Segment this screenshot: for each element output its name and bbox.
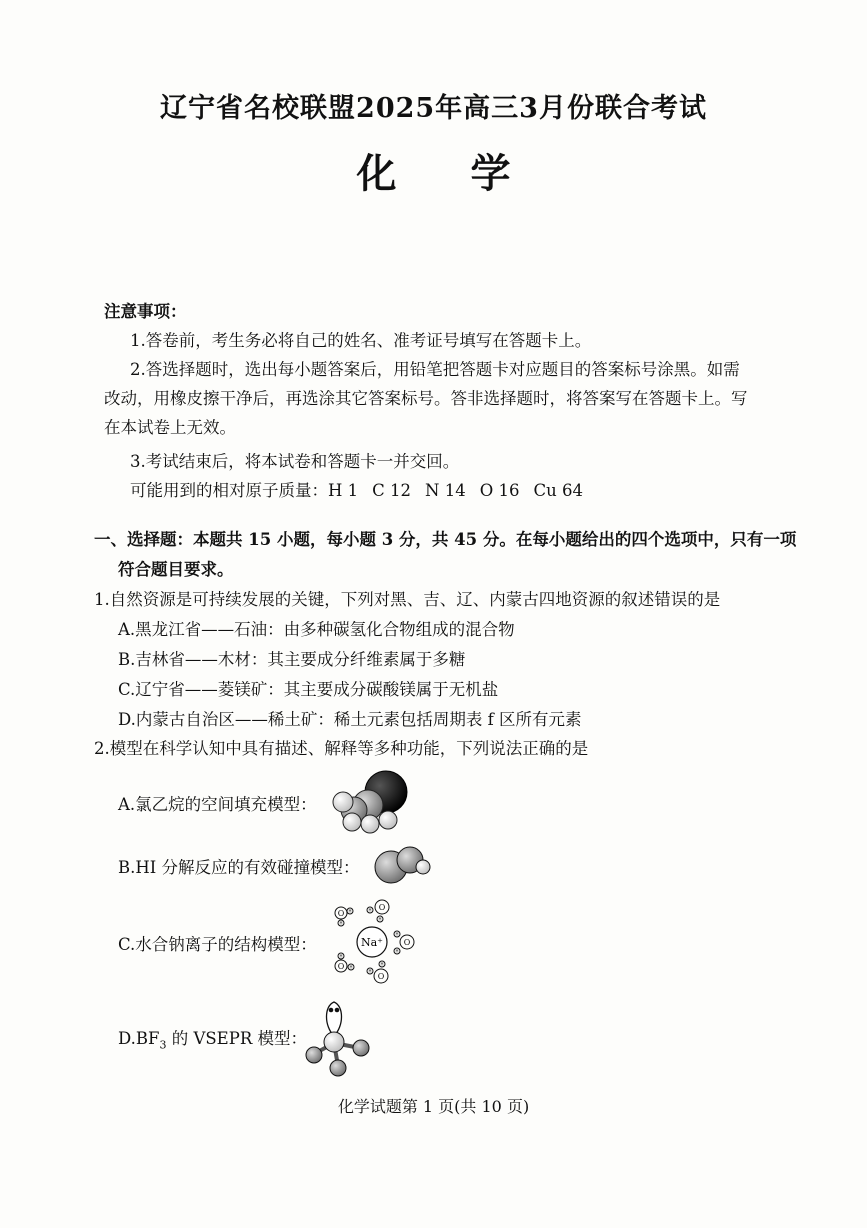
section-1-line-2: 符合题目要求。 bbox=[118, 560, 234, 579]
oxygen-label: O bbox=[378, 903, 386, 912]
bf3-prefix: D.BF bbox=[118, 1029, 160, 1048]
page-footer: 化学试题第 1 页(共 10 页) bbox=[337, 1097, 530, 1116]
atomic-mass-c: C 12 bbox=[372, 481, 412, 500]
question-2-option-d bbox=[118, 1027, 807, 1057]
question-2-option-b: B.HI 分解反应的有效碰撞模型： bbox=[118, 858, 360, 877]
hydrogen-label: H bbox=[378, 916, 382, 922]
hydrogen-label: H bbox=[395, 948, 399, 954]
hydrated-sodium-ion-model bbox=[326, 896, 418, 990]
lone-pair-lobe bbox=[327, 1002, 342, 1036]
atomic-mass-label: 可能用到的相对原子质量： bbox=[130, 481, 328, 500]
notice-item-1: 1.答卷前，考生务必将自己的姓名、准考证号填写在答题卡上。 bbox=[130, 331, 592, 350]
hydrogen-label: H bbox=[368, 968, 372, 974]
chloroethane-space-filling-model bbox=[330, 770, 414, 836]
bf3-subscript: 3 bbox=[159, 1038, 167, 1052]
section-1-line-1: 一、选择题：本题共 15 小题，每小题 3 分，共 45 分。在每小题给出的四个选项中，只有一项 bbox=[94, 530, 797, 549]
oxygen-label: O bbox=[337, 962, 345, 971]
atomic-mass-h: H 1 bbox=[328, 481, 359, 500]
bf3-suffix: 的 VSEPR 模型： bbox=[166, 1029, 307, 1048]
question-2-option-c: C.水合钠离子的结构模型： bbox=[118, 935, 317, 954]
atomic-mass-o: O 16 bbox=[479, 481, 520, 500]
bf3-vsepr-model bbox=[300, 998, 378, 1078]
notice-item-2-line-1: 2.答选择题时，选出每小题答案后，用铅笔把答题卡对应题目的答案标号涂黑。如需 bbox=[130, 360, 740, 379]
hydrogen-label: H bbox=[349, 964, 353, 970]
hydrogen-label: H bbox=[368, 907, 372, 913]
hydrogen-label: H bbox=[395, 931, 399, 937]
question-2-stem: 2.模型在科学认知中具有描述、解释等多种功能，下列说法正确的是 bbox=[94, 739, 589, 758]
exam-subject: 化 学 bbox=[356, 150, 541, 197]
hydrogen-label: H bbox=[339, 953, 343, 959]
oxygen-label: O bbox=[377, 972, 385, 981]
exam-title: 辽宁省名校联盟2025年高三3月份联合考试 bbox=[160, 93, 707, 124]
oxygen-label: O bbox=[337, 909, 345, 918]
atomic-mass-line bbox=[130, 479, 807, 503]
notice-heading: 注意事项： bbox=[104, 302, 187, 321]
question-2-option-a: A.氯乙烷的空间填充模型： bbox=[118, 795, 317, 814]
oxygen-label: O bbox=[403, 938, 411, 947]
notice-item-3: 3.考试结束后，将本试卷和答题卡一并交回。 bbox=[130, 452, 460, 471]
atomic-mass-cu: Cu 64 bbox=[533, 481, 583, 500]
atomic-mass-n: N 14 bbox=[425, 481, 466, 500]
hydrogen-label: H bbox=[348, 908, 352, 914]
question-1-stem: 1.自然资源是可持续发展的关键，下列对黑、吉、辽、内蒙古四地资源的叙述错误的是 bbox=[94, 590, 721, 609]
notice-item-2-line-2: 改动，用橡皮擦干净后，再选涂其它答案标号。答非选择题时，将答案写在答题卡上。写 bbox=[104, 389, 748, 408]
question-1-option-c: C.辽宁省——菱镁矿：其主要成分碳酸镁属于无机盐 bbox=[118, 680, 499, 699]
question-1-option-d: D.内蒙古自治区——稀土矿：稀土元素包括周期表 f 区所有元素 bbox=[118, 710, 582, 729]
sodium-ion-label: Na⁺ bbox=[361, 936, 383, 949]
question-1-option-a: A.黑龙江省——石油：由多种碳氢化合物组成的混合物 bbox=[118, 620, 515, 639]
question-1-option-b: B.吉林省——木材：其主要成分纤维素属于多糖 bbox=[118, 650, 466, 669]
hydrogen-label: H bbox=[339, 920, 343, 926]
hi-collision-model bbox=[371, 842, 435, 886]
hydrogen-label: H bbox=[380, 961, 384, 967]
notice-item-2-line-3: 在本试卷上无效。 bbox=[104, 418, 236, 437]
